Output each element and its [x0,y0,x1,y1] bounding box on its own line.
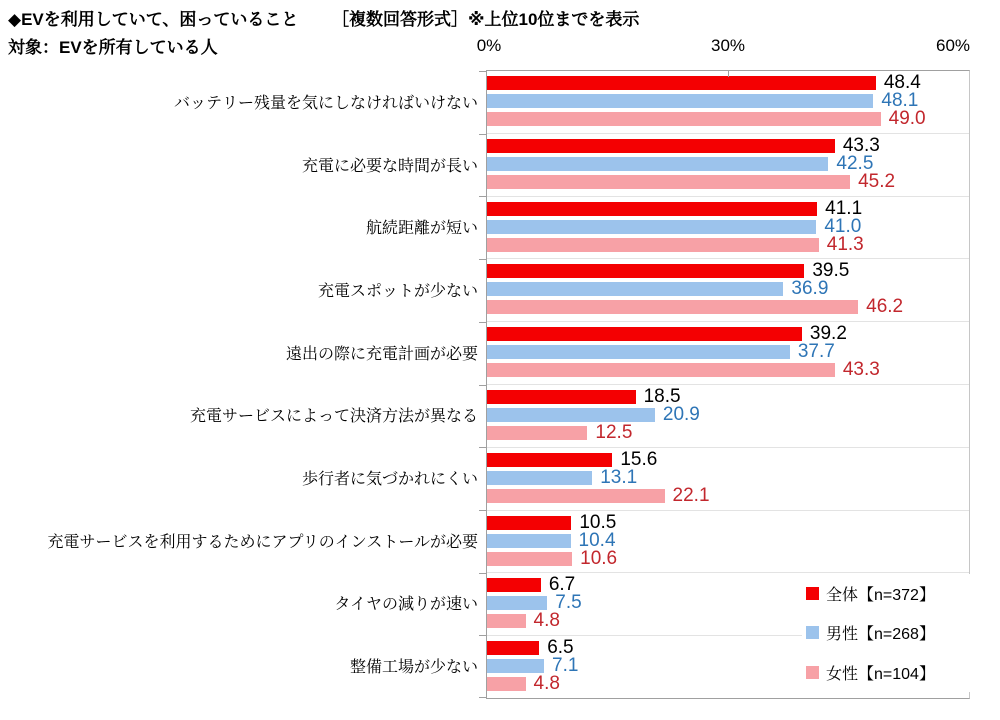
legend-item-overall [802,582,970,605]
bar-line-overall [487,197,969,219]
bar-female [487,614,526,628]
y-axis-tick [479,635,486,636]
category-label: 充電スポットが少ない [317,282,478,300]
bar-line-male [487,403,969,425]
legend-item-female [802,661,970,684]
bar-line-male [487,215,969,237]
bar-line-female [487,296,969,318]
bar-value-overall: 43.3 [842,134,880,156]
y-axis-tick [479,259,486,260]
bar-value-male: 37.7 [797,341,835,363]
bar-group [487,448,969,511]
bar-value-overall: 48.4 [883,72,921,93]
bar-value-overall: 6.5 [547,637,574,659]
bar-value-female: 12.5 [595,421,633,443]
category-label: 充電に必要な時間が長い [301,157,478,175]
bar-female [487,238,819,252]
legend [802,574,970,692]
legend-item-male [802,621,970,644]
bar-line-overall [487,448,969,470]
bar-group [487,134,969,197]
y-axis-tick [479,322,486,323]
chart-display-note: ※上位10位までを表示 [468,10,640,29]
bar-overall [487,578,541,592]
bar-male [487,471,592,485]
category-label: タイヤの減りが速い [334,596,478,614]
y-axis-tick [479,697,486,698]
y-axis-tick [479,385,486,386]
legend-swatch-overall [806,587,819,600]
legend-swatch-female [806,666,819,679]
x-axis-tick-30: 30% [710,36,746,55]
bar-value-female: 45.2 [858,170,896,192]
category-label: バッテリー残量を気にしなければいけない [173,94,478,112]
bar-value-female: 41.3 [826,233,864,255]
bar-value-male: 41.0 [824,215,862,237]
bar-value-male: 48.1 [881,90,919,111]
bar-value-female: 4.8 [533,673,560,695]
category-labels [0,70,478,697]
bar-value-overall: 15.6 [620,448,658,470]
bar-value-overall: 10.5 [579,511,617,533]
category-label: 航続距離が短い [365,220,478,238]
y-axis-tick [479,510,486,511]
y-axis-tick [479,134,486,135]
bar-value-female: 10.6 [580,547,618,569]
bar-line-female [487,421,969,443]
bar-line-male [487,278,969,300]
bar-line-male [487,466,969,488]
bar-male [487,282,783,296]
bar-group [487,385,969,448]
bar-group [487,71,969,134]
y-axis-tick [479,196,486,197]
bar-overall [487,516,571,530]
bar-female [487,112,881,126]
bar-line-female [487,359,969,381]
bar-line-female [487,484,969,506]
bar-value-overall: 18.5 [643,385,681,407]
bar-line-overall [487,72,969,93]
legend-label-female: 女性【n=104】 [826,665,935,683]
bar-overall [487,390,636,404]
category-label: 歩行者に気づかれにくい [301,471,478,489]
bar-group [487,322,969,385]
bar-female [487,677,526,691]
bar-overall [487,327,802,341]
bar-male [487,345,790,359]
x-axis-mid-tick [728,71,729,77]
bar-male [487,94,873,108]
bar-overall [487,139,835,153]
bar-line-overall [487,260,969,282]
bar-value-overall: 39.5 [812,260,850,282]
bar-value-female: 4.8 [533,610,560,632]
bar-male [487,659,544,673]
bar-value-female: 22.1 [672,484,710,506]
bar-male [487,534,571,548]
bar-value-male: 7.5 [555,592,582,614]
legend-swatch-male [806,626,819,639]
bar-group [487,197,969,260]
bar-line-overall [487,385,969,407]
legend-label-male: 男性【n=268】 [826,626,935,644]
bar-group [487,511,969,574]
bar-overall [487,202,817,216]
bar-overall [487,76,876,90]
bar-male [487,157,828,171]
bar-line-female [487,108,969,129]
bar-female [487,300,858,314]
category-label: 充電サービスによって決済方法が異なる [189,408,478,426]
bar-female [487,426,587,440]
bar-male [487,596,547,610]
x-axis-tick-60: 60% [935,36,971,55]
bar-line-male [487,341,969,363]
bar-value-male: 13.1 [600,466,638,488]
bar-value-female: 43.3 [842,359,880,381]
bar-value-male: 20.9 [662,403,700,425]
bar-male [487,408,655,422]
x-axis-tick-0: 0% [476,36,502,55]
bar-value-male: 36.9 [791,278,829,300]
bar-value-overall: 39.2 [809,323,847,345]
bar-overall [487,641,539,655]
category-label: 充電サービスを利用するためにアプリのインストールが必要 [47,533,478,551]
bar-value-overall: 41.1 [825,197,863,219]
bar-line-female [487,547,969,569]
bar-value-female: 49.0 [888,108,926,129]
bar-overall [487,453,612,467]
bar-line-overall [487,134,969,156]
bar-value-female: 46.2 [866,296,904,318]
bar-value-overall: 6.7 [548,574,576,596]
bar-value-male: 7.1 [552,655,579,677]
bar-male [487,220,816,234]
y-axis-tick [479,573,486,574]
category-label: 遠出の際に充電計画が必要 [285,345,478,363]
bar-value-male: 10.4 [578,529,616,551]
bar-value-male: 42.5 [836,152,874,174]
y-axis-tick [479,447,486,448]
bar-line-female [487,170,969,192]
bar-group [487,259,969,322]
chart-title: ◆EVを利用していて、困っていること [8,10,299,29]
bar-female [487,175,850,189]
bar-female [487,489,665,503]
bar-line-male [487,152,969,174]
y-axis-tick [479,71,486,72]
bar-overall [487,264,804,278]
bar-line-overall [487,323,969,345]
bar-female [487,363,835,377]
bar-female [487,552,572,566]
chart-target-note: 対象：EVを所有している人 [8,38,218,57]
legend-label-overall: 全体【n=372】 [826,587,935,605]
chart-format-note: ［複数回答形式］ [332,10,468,29]
bar-line-overall [487,511,969,533]
bar-line-female [487,233,969,255]
category-label: 整備工場が少ない [349,659,478,677]
bar-line-male [487,90,969,111]
bar-line-male [487,529,969,551]
